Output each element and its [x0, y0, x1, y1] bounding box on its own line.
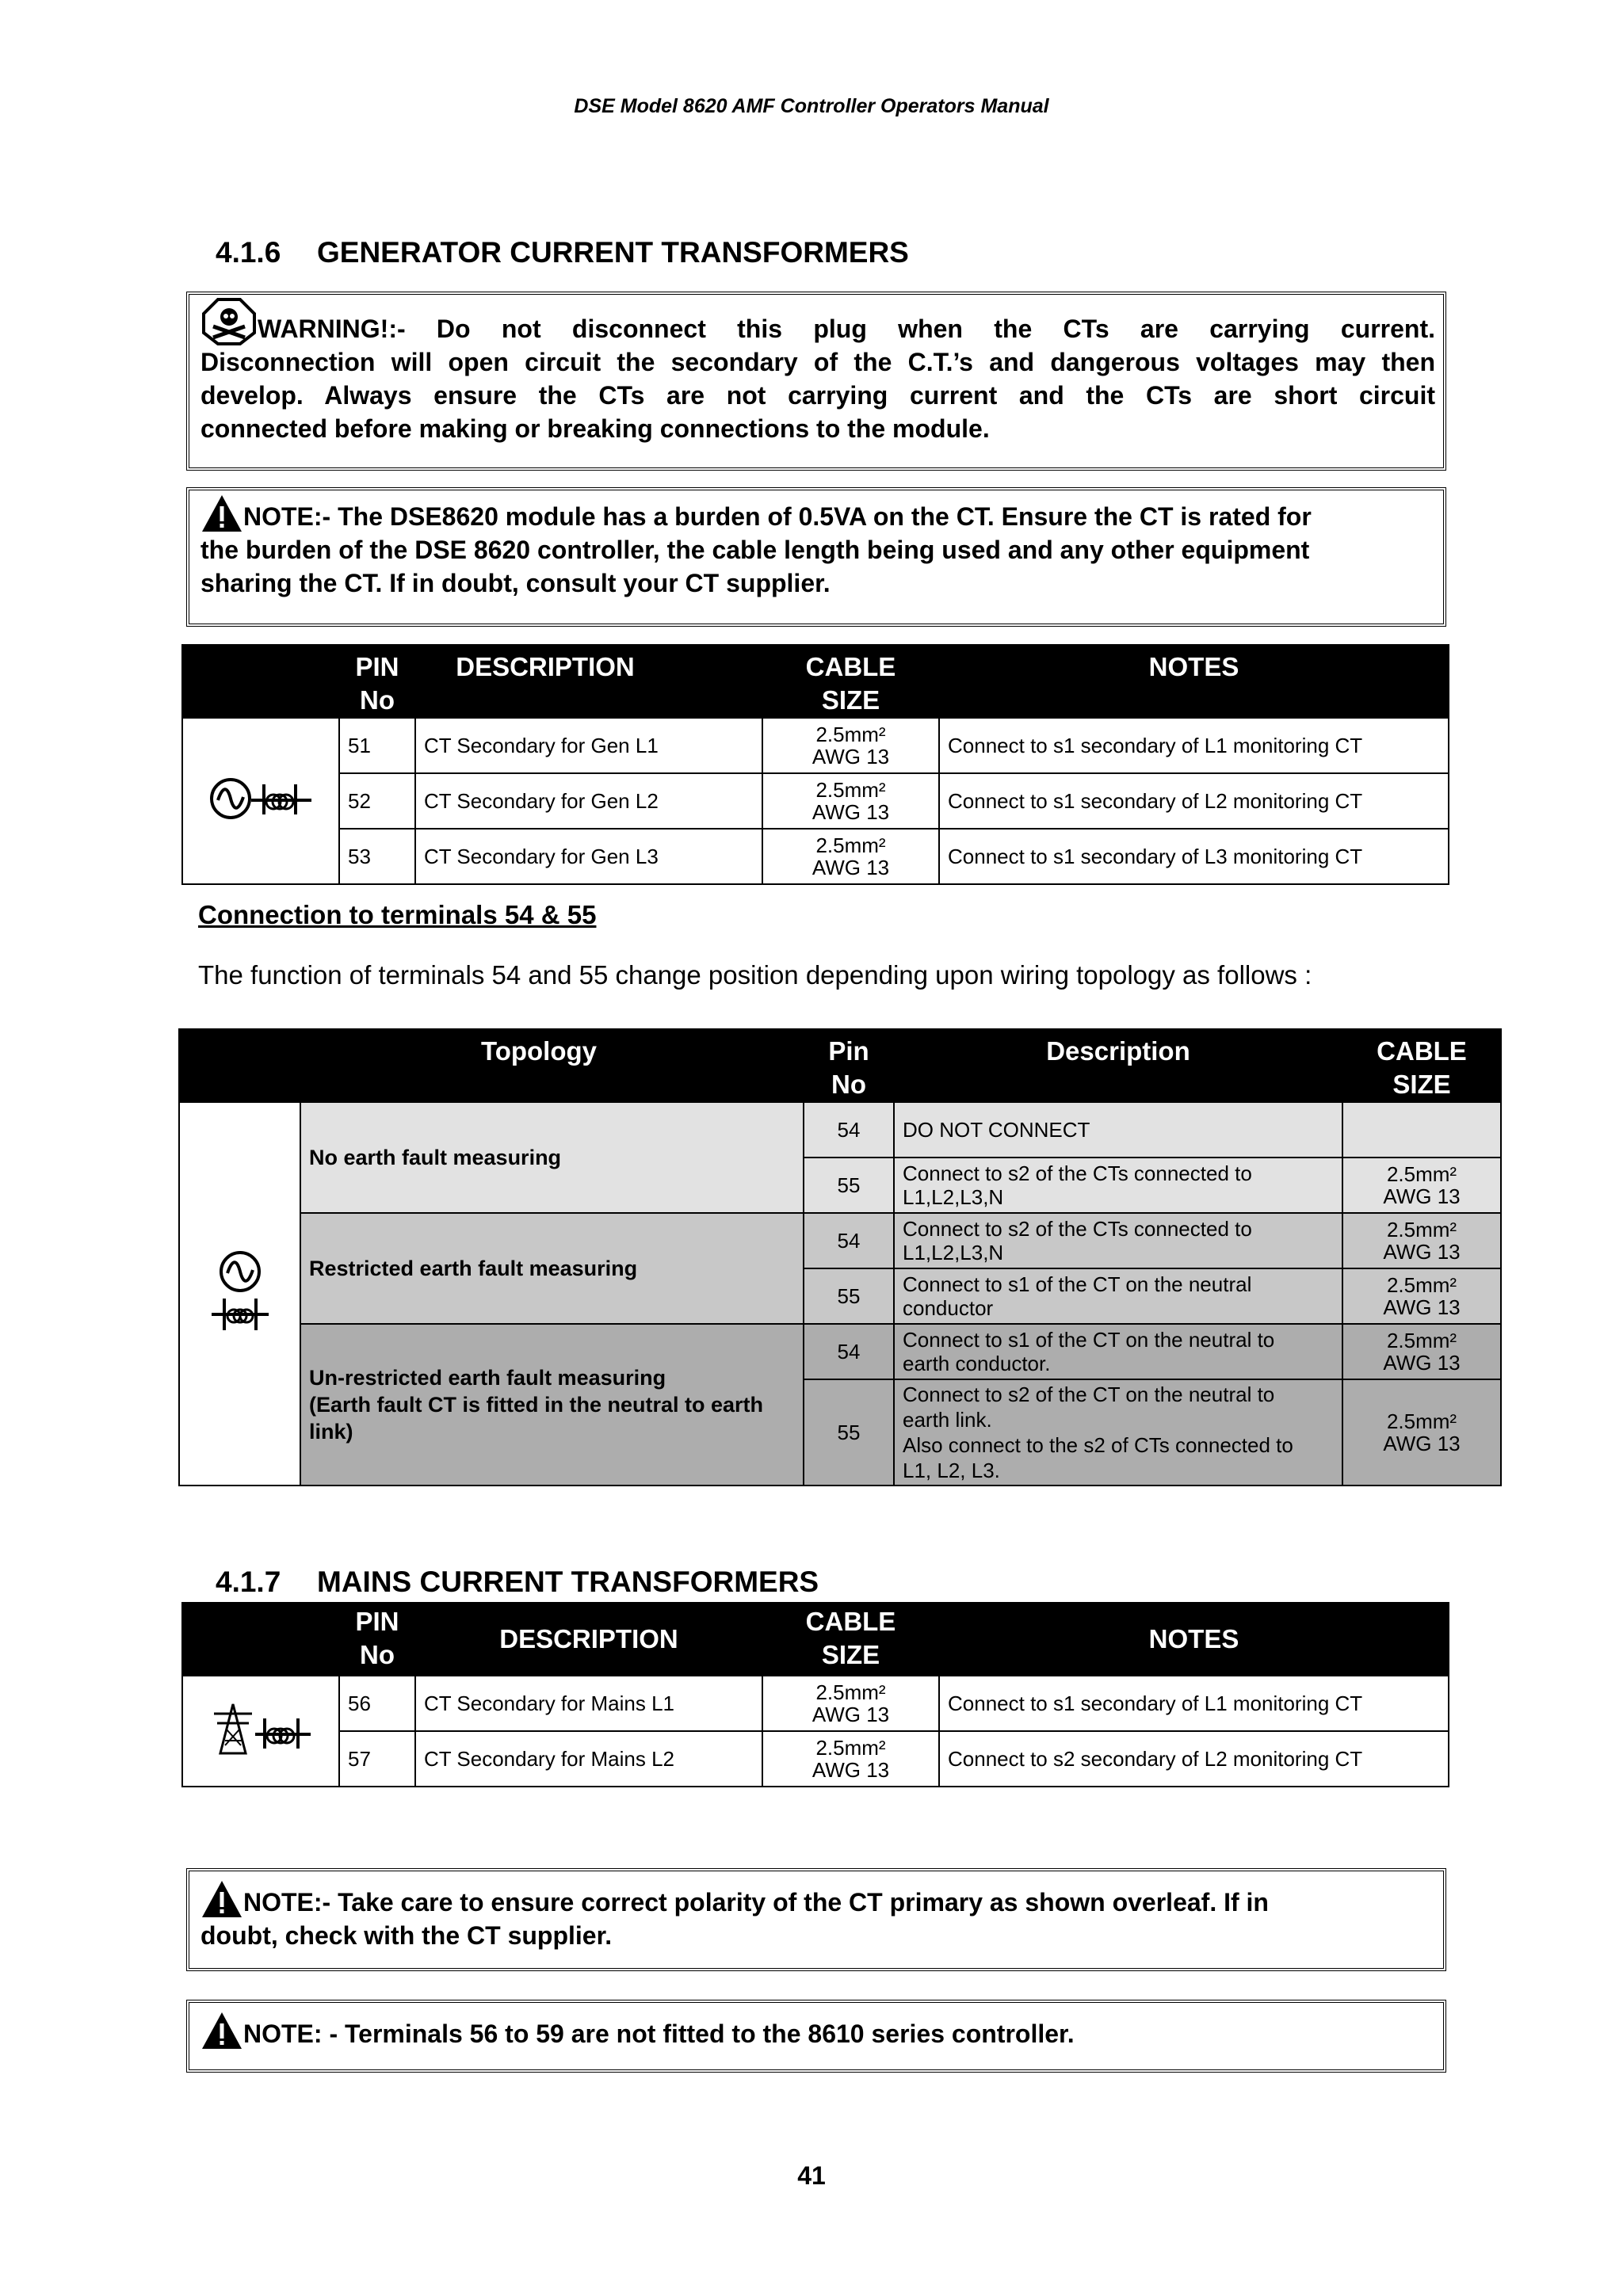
header-cable-2: SIZE [1392, 1070, 1451, 1099]
size-mm: 2.5mm² [1386, 1329, 1457, 1352]
description-line: L1,L2,L3,N [903, 1185, 1004, 1209]
header-notes: NOTES [939, 645, 1449, 718]
size-mm: 2.5mm² [1386, 1218, 1457, 1241]
size-awg: AWG 13 [812, 1758, 890, 1782]
size-awg: AWG 13 [812, 1703, 890, 1726]
notes-cell: Connect to s2 secondary of L2 monitoring CT [939, 1731, 1449, 1787]
generator-sine-icon [208, 1248, 272, 1335]
cable-size-cell [1342, 1268, 1501, 1324]
pin-cell: 57 [339, 1731, 415, 1787]
description-line: conductor [903, 1296, 994, 1320]
description-cell [894, 1213, 1342, 1268]
pin-cell: 55 [804, 1379, 894, 1486]
warning-triangle-icon [200, 494, 243, 533]
size-mm: 2.5mm² [815, 723, 886, 746]
page-number: 41 [797, 2161, 826, 2190]
topology-line: link) [309, 1420, 353, 1444]
cable-size-cell [762, 1676, 939, 1731]
topology-line: Un-restricted earth fault measuring [309, 1366, 666, 1390]
running-header: DSE Model 8620 AMF Controller Operators Manual [574, 95, 1049, 117]
description-line: Connect to s2 of the CT on the neutral to [903, 1383, 1275, 1406]
mains-icon-cell [182, 1676, 339, 1787]
warning-text-4: connected before making or breaking connections to the module. [200, 414, 990, 443]
header-description: Description [894, 1029, 1342, 1102]
cable-size-cell [762, 1731, 939, 1787]
cable-size-cell [1342, 1213, 1501, 1268]
description-cell: CT Secondary for Gen L2 [415, 773, 762, 829]
header-pin-2: No [360, 685, 395, 715]
header-cable-1: CABLE [805, 652, 896, 681]
header-cable-1: CABLE [805, 1607, 896, 1636]
section-417-number: 4.1.7 [216, 1566, 281, 1598]
table-row [182, 1676, 1449, 1731]
description-cell [894, 1379, 1342, 1486]
header-pin-2: No [360, 1640, 395, 1669]
header-pin-1: PIN [355, 1607, 399, 1636]
warning-box [186, 292, 1446, 471]
description-cell [894, 1324, 1342, 1379]
pin-cell: 56 [339, 1676, 415, 1731]
header-pin [339, 645, 415, 718]
cable-size-cell [1342, 1324, 1501, 1379]
connection-paragraph: The function of terminals 54 and 55 change position depending upon wiring topology as follows : [198, 960, 1312, 990]
section-416-heading: GENERATOR CURRENT TRANSFORMERS [317, 236, 909, 269]
description-line: Connect to s1 of the CT on the neutral [903, 1272, 1252, 1296]
notes-cell: Connect to s1 secondary of L1 monitoring CT [939, 1676, 1449, 1731]
section-416-number: 4.1.6 [216, 236, 281, 269]
size-awg: AWG 13 [1383, 1432, 1461, 1455]
size-mm: 2.5mm² [1386, 1273, 1457, 1297]
connection-subheading: Connection to terminals 54 & 55 [198, 900, 597, 929]
cable-size-cell [1342, 1102, 1501, 1158]
description-line: earth conductor. [903, 1352, 1051, 1375]
table-row [182, 718, 1449, 773]
section-416-title [216, 236, 909, 269]
cable-size-cell [762, 829, 939, 884]
table-row [179, 1324, 1501, 1379]
cable-size-cell [762, 718, 939, 773]
warning-text-3: develop. Always ensure the CTs are not carrying current and the CTs are short circuit [200, 381, 1435, 410]
header-pin-1: PIN [355, 652, 399, 681]
description-line: Also connect to the s2 of CTs connected to [903, 1433, 1293, 1457]
size-awg: AWG 13 [812, 856, 890, 879]
header-cable [1342, 1029, 1501, 1102]
table-row [179, 1213, 1501, 1268]
notes-cell: Connect to s1 secondary of L2 monitoring CT [939, 773, 1449, 829]
pin-cell: 54 [804, 1213, 894, 1268]
pin-cell: 55 [804, 1158, 894, 1213]
generator-ct-icon-cell [179, 1102, 300, 1486]
header-pin [339, 1603, 415, 1676]
pin-cell: 53 [339, 829, 415, 884]
size-awg: AWG 13 [812, 745, 890, 769]
note-box-burden [186, 487, 1446, 627]
header-cable-1: CABLE [1377, 1036, 1467, 1066]
note-terminals-text: NOTE: - Terminals 56 to 59 are not fitted to the 8610 series controller. [243, 2019, 1075, 2048]
cable-size-cell [1342, 1158, 1501, 1213]
note-burden-text-2: the burden of the DSE 8620 controller, the cable length being used and any other equipment [200, 536, 1310, 564]
description-line: L1, L2, L3. [903, 1459, 1000, 1482]
notes-cell: Connect to s1 secondary of L3 monitoring CT [939, 829, 1449, 884]
generator-icon-cell [182, 718, 339, 884]
table-row [182, 829, 1449, 884]
cable-size-cell [762, 773, 939, 829]
table-row [182, 1731, 1449, 1787]
description-cell: DO NOT CONNECT [894, 1102, 1342, 1158]
description-cell: CT Secondary for Gen L3 [415, 829, 762, 884]
note-burden-text-3: sharing the CT. If in doubt, consult your CT supplier. [200, 569, 831, 597]
description-line: Connect to s2 of the CTs connected to [903, 1217, 1252, 1241]
header-topology: Topology [179, 1029, 804, 1102]
current-transformer-icon [255, 1718, 311, 1749]
header-icon-cell [182, 1603, 339, 1676]
generator-sine-icon [207, 775, 315, 822]
size-mm: 2.5mm² [815, 1736, 886, 1760]
header-cable [762, 1603, 939, 1676]
header-notes: NOTES [939, 1603, 1449, 1676]
table-row [182, 773, 1449, 829]
description-line: L1,L2,L3,N [903, 1241, 1004, 1264]
description-line: earth link. [903, 1408, 992, 1432]
header-pin [804, 1029, 894, 1102]
pin-cell: 55 [804, 1268, 894, 1324]
section-417-title [216, 1566, 819, 1599]
note-polarity-text-1: NOTE:- Take care to ensure correct polarity of the CT primary as shown overleaf. If in [243, 1888, 1269, 1917]
topology-no-earth: No earth fault measuring [300, 1102, 804, 1213]
size-awg: AWG 13 [1383, 1184, 1461, 1208]
warning-lead [200, 298, 258, 345]
description-cell [894, 1158, 1342, 1213]
header-pin-1: Pin [828, 1036, 869, 1066]
size-awg: AWG 13 [1383, 1240, 1461, 1264]
pin-cell: 54 [804, 1102, 894, 1158]
note-polarity-text-2: doubt, check with the CT supplier. [200, 1921, 613, 1950]
warning-triangle-icon [200, 2011, 243, 2050]
generator-ct-header-row [182, 645, 1449, 718]
skull-crossbones-icon [200, 298, 258, 345]
description-cell: CT Secondary for Gen L1 [415, 718, 762, 773]
size-mm: 2.5mm² [1386, 1162, 1457, 1186]
pylon-icon [209, 1701, 312, 1756]
pin-cell: 52 [339, 773, 415, 829]
topology-line: (Earth fault CT is fitted in the neutral to earth [309, 1393, 764, 1417]
notes-cell: Connect to s1 secondary of L1 monitoring CT [939, 718, 1449, 773]
header-description: DESCRIPTION [415, 645, 762, 718]
header-icon-cell [182, 645, 339, 718]
table-row [179, 1102, 1501, 1158]
size-mm: 2.5mm² [1386, 1409, 1457, 1433]
header-description: DESCRIPTION [415, 1603, 762, 1676]
pin-cell: 54 [804, 1324, 894, 1379]
topology-restricted: Restricted earth fault measuring [300, 1213, 804, 1324]
description-cell: CT Secondary for Mains L2 [415, 1731, 762, 1787]
topology-table [178, 1028, 1502, 1486]
size-awg: AWG 13 [1383, 1295, 1461, 1319]
description-line: Connect to s1 of the CT on the neutral to [903, 1328, 1275, 1352]
topology-header-row [179, 1029, 1501, 1102]
size-awg: AWG 13 [1383, 1351, 1461, 1375]
note-burden-text-1: NOTE:- The DSE8620 module has a burden of 0.5VA on the CT. Ensure the CT is rated for [243, 502, 1312, 531]
description-cell: CT Secondary for Mains L1 [415, 1676, 762, 1731]
note-box-polarity [186, 1868, 1446, 1971]
size-mm: 2.5mm² [815, 833, 886, 857]
header-cable-2: SIZE [821, 1640, 880, 1669]
generator-ct-table [181, 644, 1449, 885]
header-pin-2: No [831, 1070, 866, 1099]
size-mm: 2.5mm² [815, 778, 886, 802]
section-417-heading: MAINS CURRENT TRANSFORMERS [317, 1566, 819, 1598]
note-box-terminals [186, 2000, 1446, 2073]
warning-line-1 [200, 298, 1435, 345]
warning-triangle-icon [200, 1879, 243, 1919]
current-transformer-icon [212, 1299, 269, 1330]
warning-text-1: WARNING!:- Do not disconnect this plug when the CTs are carrying current. [258, 315, 1435, 343]
pin-cell: 51 [339, 718, 415, 773]
size-awg: AWG 13 [812, 800, 890, 824]
cable-size-cell [1342, 1379, 1501, 1486]
topology-unrestricted [300, 1324, 804, 1486]
size-mm: 2.5mm² [815, 1680, 886, 1704]
mains-ct-header-row [182, 1603, 1449, 1676]
description-cell [894, 1268, 1342, 1324]
header-cable-2: SIZE [821, 685, 880, 715]
description-line: Connect to s2 of the CTs connected to [903, 1161, 1252, 1185]
mains-ct-table [181, 1602, 1449, 1787]
warning-text-2: Disconnection will open circuit the secondary of the C.T.’s and dangerous voltages may then [200, 348, 1435, 376]
header-cable [762, 645, 939, 718]
